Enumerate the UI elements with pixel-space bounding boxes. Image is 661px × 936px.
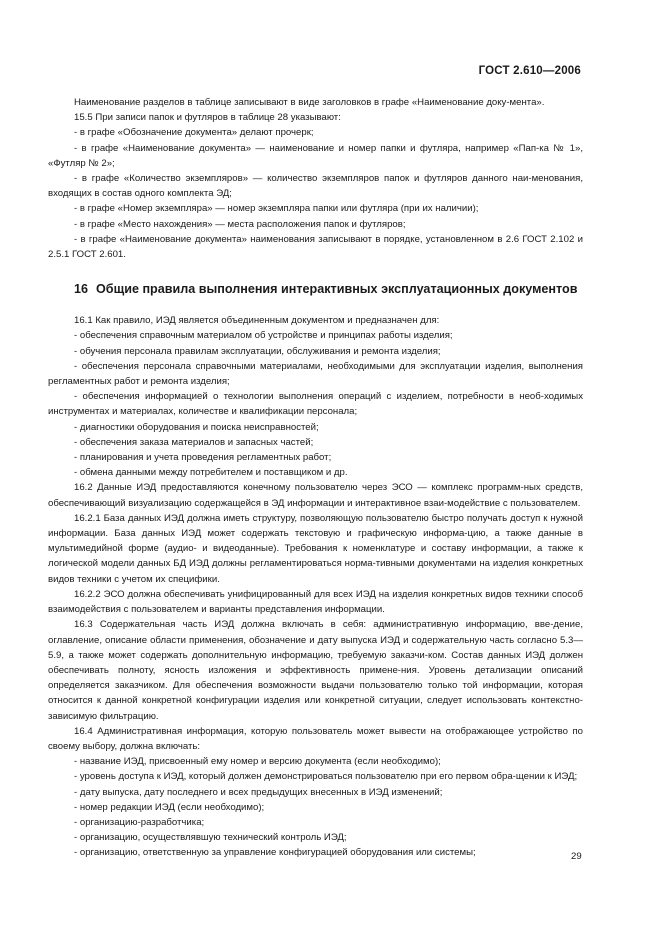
list-item: - номер редакции ИЭД (если необходимо);: [74, 801, 265, 813]
list-item: - в графе «Обозначение документа» делают прочерк;: [74, 127, 314, 139]
list-item: - организацию, осуществлявшую технический контроль ИЭД;: [74, 832, 347, 844]
list-item: - обеспечения справочным материалом об устройстве и принципах работы изделия;: [74, 330, 453, 342]
paragraph: 16.4 Административная информация, которую пользователь может вывести на отображающее устройство по своему выбору, должна включать:: [48, 725, 583, 752]
paragraph: 16.3 Содержательная часть ИЭД должна включать в себя: административную информацию, вве-дение, оглавление, описание области применения, обозначение и дату выпуска ИЭД и содержательную часть согласно 5.3—5.9, а также может содержать дополнительную информацию, требуемую заказчи-ком. Состав данных ИЭД должен обеспечивать полноту, ясность изложения и эффективность примене-ния. Уровень детализации описаний определяется заказчиком. Для обеспечения возможности выдачи пользователю только той информации, которая относится к данной конкретной конфигурации изделия или конкретной ситуации, следует использовать контекстно-зависимую фильтрацию.: [48, 619, 583, 722]
list-item: - организацию, ответственную за управление конфигурацией оборудования или системы;: [74, 847, 476, 859]
list-item: - обмена данными между потребителем и поставщиком и др.: [74, 467, 348, 479]
section-heading: [74, 281, 583, 297]
paragraph: 16.1 Как правило, ИЭД является объединенным документом и предназначен для:: [74, 315, 440, 327]
section-number: 16: [74, 282, 89, 297]
paragraph: 15.5 При записи папок и футляров в таблице 28 указывают:: [74, 112, 341, 124]
document-code: ГОСТ 2.610—2006: [478, 65, 581, 77]
list-item: - в графе «Наименование документа» наименования записывают в порядке, установленном в 2.6 ГОСТ 2.102 и 2.5.1 ГОСТ 2.601.: [48, 233, 583, 261]
list-item: - диагностики оборудования и поиска неисправностей;: [74, 421, 319, 433]
list-item: - в графе «Номер экземпляра» — номер экземпляра папки или футляра (при их наличии);: [74, 203, 479, 215]
list-item: - уровень доступа к ИЭД, который должен демонстрироваться пользователю при его первом обра-щении к ИЭД;: [74, 771, 578, 783]
list-item: - планирования и учета проведения регламентных работ;: [74, 452, 332, 464]
paragraph: 16.2.1 База данных ИЭД должна иметь структуру, позволяющую пользователю быстро получать доступ к нужной информации. База данных ИЭД может содержать текстовую и графическую информа-цию, а также данные в мультимедийной форме (аудио- и видеоданные). Требования к номенклатуре и составу информации, а также к логической модели данных БД ИЭД должны регламентироваться норма-тивными документами на изделия конкретных видов техники с учетом их специфики.: [48, 512, 583, 585]
paragraph: 16.2 Данные ИЭД предоставляются конечному пользователю через ЭСО — комплекс программ-ных средств, обеспечивающий визуализацию содержащейся в ЭД информации и интерактивное взаи-модействие с пользователем.: [48, 482, 583, 509]
list-item: - обеспечения заказа материалов и запасных частей;: [74, 436, 314, 448]
document-body: [48, 95, 583, 861]
paragraph: 16.2.2 ЭСО должна обеспечивать унифицированный для всех ИЭД на изделия конкретных видов техники способ взаимодействия с пользователем и варианты представления информации.: [48, 588, 583, 616]
list-item: - название ИЭД, присвоенный ему номер и версию документа (если необходимо);: [74, 756, 441, 768]
list-item: - в графе «Количество экземпляров» — количество экземпляров папок и футляров данного наи-менования, входящих в состав одного комплекта ЭД;: [48, 173, 583, 200]
list-item: - дату выпуска, дату последнего и всех предыдущих внесенных в ИЭД изменений;: [74, 786, 443, 798]
list-item: - организацию-разработчика;: [74, 816, 205, 828]
list-item: - обучения персонала правилам эксплуатации, обслуживания и ремонта изделия;: [74, 345, 441, 357]
list-item: - в графе «Наименование документа» — наименование и номер папки и футляра, например «Пап-ка № 1», «Футляр № 2»;: [48, 142, 583, 169]
section-title: Общие правила выполнения интерактивных эксплуатационных документов: [96, 282, 578, 297]
list-item: - обеспечения персонала справочными материалами, необходимыми для эксплуатации изделия, выполнения регламентных работ и ремонта изделия;: [48, 360, 583, 388]
list-item: - обеспечения информацией о технологии выполнения операций с изделием, потребности в необ-ходимых инструментах и материалах, количестве и квалификации персонала;: [48, 391, 583, 418]
paragraph: Наименование разделов в таблице записывают в виде заголовков в графе «Наименование доку-мента».: [74, 97, 545, 108]
list-item: - в графе «Место нахождения» — места расположения папок и футляров;: [74, 218, 406, 230]
page-number: 29: [571, 851, 582, 862]
